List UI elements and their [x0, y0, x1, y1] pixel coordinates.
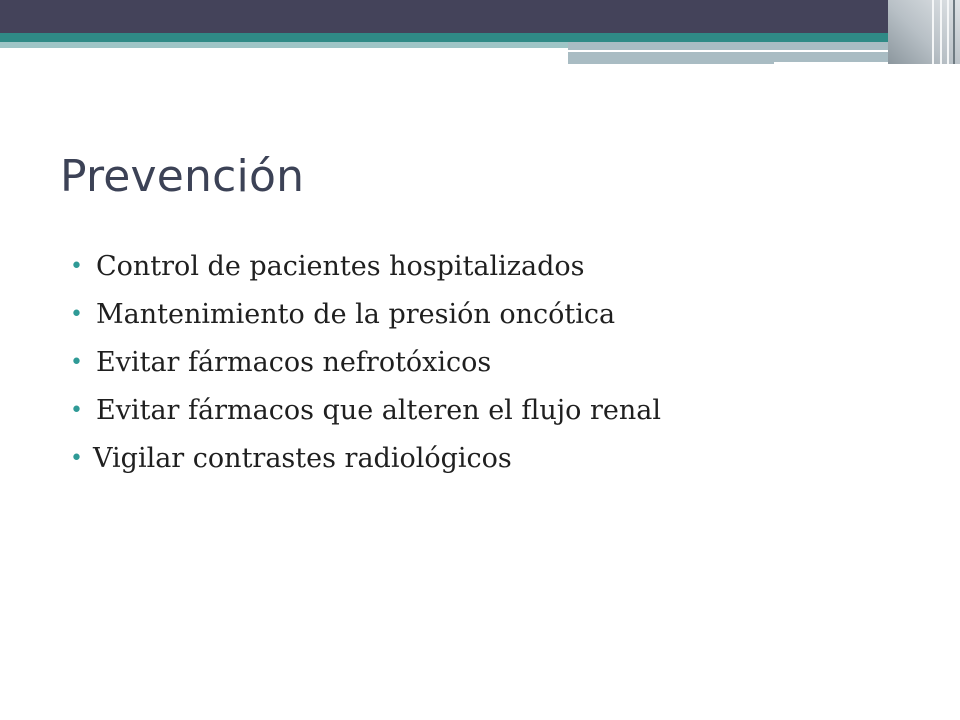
bullet-dot-icon: •: [70, 350, 83, 375]
bullet-dot-icon: •: [70, 398, 83, 423]
bullet-item: [70, 291, 910, 339]
header-band-teal: [0, 33, 960, 42]
bullet-text: Control de pacientes hospitalizados: [96, 251, 585, 282]
bullet-dot-icon: •: [70, 446, 83, 471]
header-tab-block: [568, 42, 890, 64]
bullet-item: [70, 387, 910, 435]
bullet-item: [70, 243, 910, 291]
bullet-dot-icon: •: [70, 254, 83, 279]
bullet-list: [70, 243, 910, 483]
bullet-text: Mantenimiento de la presión oncótica: [96, 299, 616, 330]
corner-stripe: [932, 0, 934, 64]
header-band-dark: [0, 0, 960, 33]
corner-stripe: [947, 0, 949, 64]
header-tab-line: [774, 62, 890, 64]
bullet-text: Vigilar contrastes radiológicos: [93, 443, 512, 474]
bullet-item: [70, 435, 910, 483]
corner-stripe: [940, 0, 942, 64]
bullet-text: Evitar fármacos que alteren el flujo renal: [96, 395, 662, 426]
bullet-item: [70, 339, 910, 387]
header-band-light: [0, 42, 568, 48]
slide-title: Prevención: [60, 151, 305, 202]
bullet-text: Evitar fármacos nefrotóxicos: [96, 347, 492, 378]
corner-stripe: [953, 0, 955, 64]
header-tab-line: [568, 50, 888, 52]
bullet-dot-icon: •: [70, 302, 83, 327]
corner-fold-decoration: [888, 0, 960, 64]
